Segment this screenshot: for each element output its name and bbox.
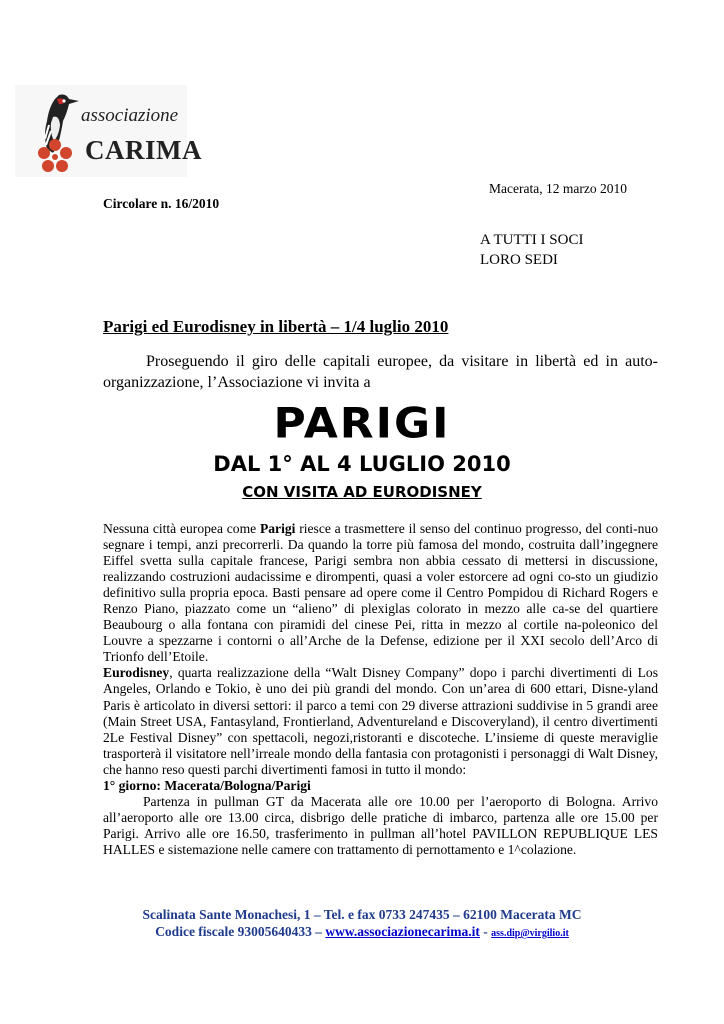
document-title: Parigi ed Eurodisney in libertà – 1/4 luglio 2010 (103, 317, 449, 336)
fiscal-code: Codice fiscale 93005640433 – (155, 924, 326, 939)
body-text (103, 521, 658, 858)
banner-visit (0, 483, 724, 501)
p2-bold: Eurodisney (103, 665, 170, 681)
paragraph-parigi (103, 521, 658, 665)
recipient-block (480, 230, 583, 270)
paragraph-eurodisney (103, 665, 658, 777)
banner-city (0, 398, 724, 449)
intro-paragraph (103, 351, 658, 393)
footer-separator: - (479, 924, 492, 939)
association-logo (15, 85, 202, 177)
letter-date: Macerata, 12 marzo 2010 (489, 181, 627, 196)
day1-heading (103, 778, 658, 794)
intro-text: Proseguendo il giro delle capitali europee, da visitare in libertà ed in auto-organizzazione, l’Associazione vi invita a (103, 353, 658, 391)
email-link[interactable]: ass.dip@virgilio.it (491, 928, 569, 939)
p2-post: , quarta realizzazione della “Walt Disney Company” dopo i parchi divertimenti di Los Angeles, Orlando e Tokio, è uno dei più grandi del mondo. Con un’area di 600 ettari, Disne-yland Paris è articolato in diversi settori: il parco a temi con 29 diverse attrazioni suddivise in 5 grandi aree (Main Street USA, Fantasyland, Frontierland, Adventureland e Discoveryland), il centro divertimenti 2Le Festival Disney” con spettacoli, negozi,ristoranti e discoteche. L’insieme di queste meraviglie trasporterà il visitatore nell’irreale mondo della fantasia con protagonisti i personaggi di Walt Disney, che hanno reso questi parchi divertimenti famosi in tutto il mondo: (103, 665, 658, 777)
p1-post: riesce a trasmettere il senso del continuo progresso, del conti-nuo segnare i tempi, anzi precorrerli. Da quando la torre più famosa del mondo, costruita dall’ingegnere Eiffel svetta sulla capitale francese, Parigi sembra non abbia cessato di mettersi in discussione, realizzando costruzioni audacissime e dirompenti, quasi a voler estorcere ad ogni co-sto un giudizio definitivo sulla propria epoca. Basti pensare ad opere come il Centro Pompidou di Richard Rogers e Renzo Piano, piazzato come un “alieno” di plexiglas colorato in mezzo alle ca-se del quartiere Beaubourg o alla fontana con piramidi del cinese Pei, ritta in mezzo al cortile na-poleonico del Louvre a spezzarne i contorni o all’Arche de la Defense, edizione per il XXI secolo dell’Arco di Trionfo dell’Etoile. (103, 521, 658, 665)
recipient-line-2: LORO SEDI (480, 252, 558, 268)
banner-dates: DAL 1° AL 4 LUGLIO 2010 (213, 452, 511, 476)
red-flower-icon (35, 137, 75, 177)
logo-text-associazione: associazione (81, 105, 179, 126)
logo-text-carima: CARIMA (85, 135, 202, 165)
day1-text: Partenza in pullman GT da Macerata alle ore 10.00 per l’aeroporto di Bologna. Arrivo all’aeroporto alle ore 13.00 circa, disbrigo delle pratiche di imbarco, partenza alle ore 15.00 per Parigi. Arrivo alle ore 16.50, trasferimento in pullman all’hotel PAVILLON REPUBLIQUE LES HALLES e sistemazione nelle camere con trattamento di pernottamento e 1^colazione. (103, 793, 658, 857)
day1-paragraph (103, 794, 658, 858)
day1-heading-text: 1° giorno: Macerata/Bologna/Parigi (103, 777, 311, 793)
footer (0, 906, 724, 942)
p1-pre: Nessuna città europea come (103, 521, 260, 536)
recipient-line-1: A TUTTI I SOCI (480, 232, 584, 248)
footer-line2 (0, 923, 724, 942)
banner-city-text: PARIGI (273, 399, 451, 448)
banner-visit-text: CON VISITA AD EURODISNEY (242, 483, 482, 501)
p1-bold: Parigi (259, 521, 296, 536)
website-link[interactable]: www.associazionecarima.it (325, 924, 480, 939)
circular-number: Circolare n. 16/2010 (103, 196, 220, 211)
footer-address: Scalinata Sante Monachesi, 1 – Tel. e fax 0733 247435 – 62100 Macerata MC (142, 907, 582, 922)
